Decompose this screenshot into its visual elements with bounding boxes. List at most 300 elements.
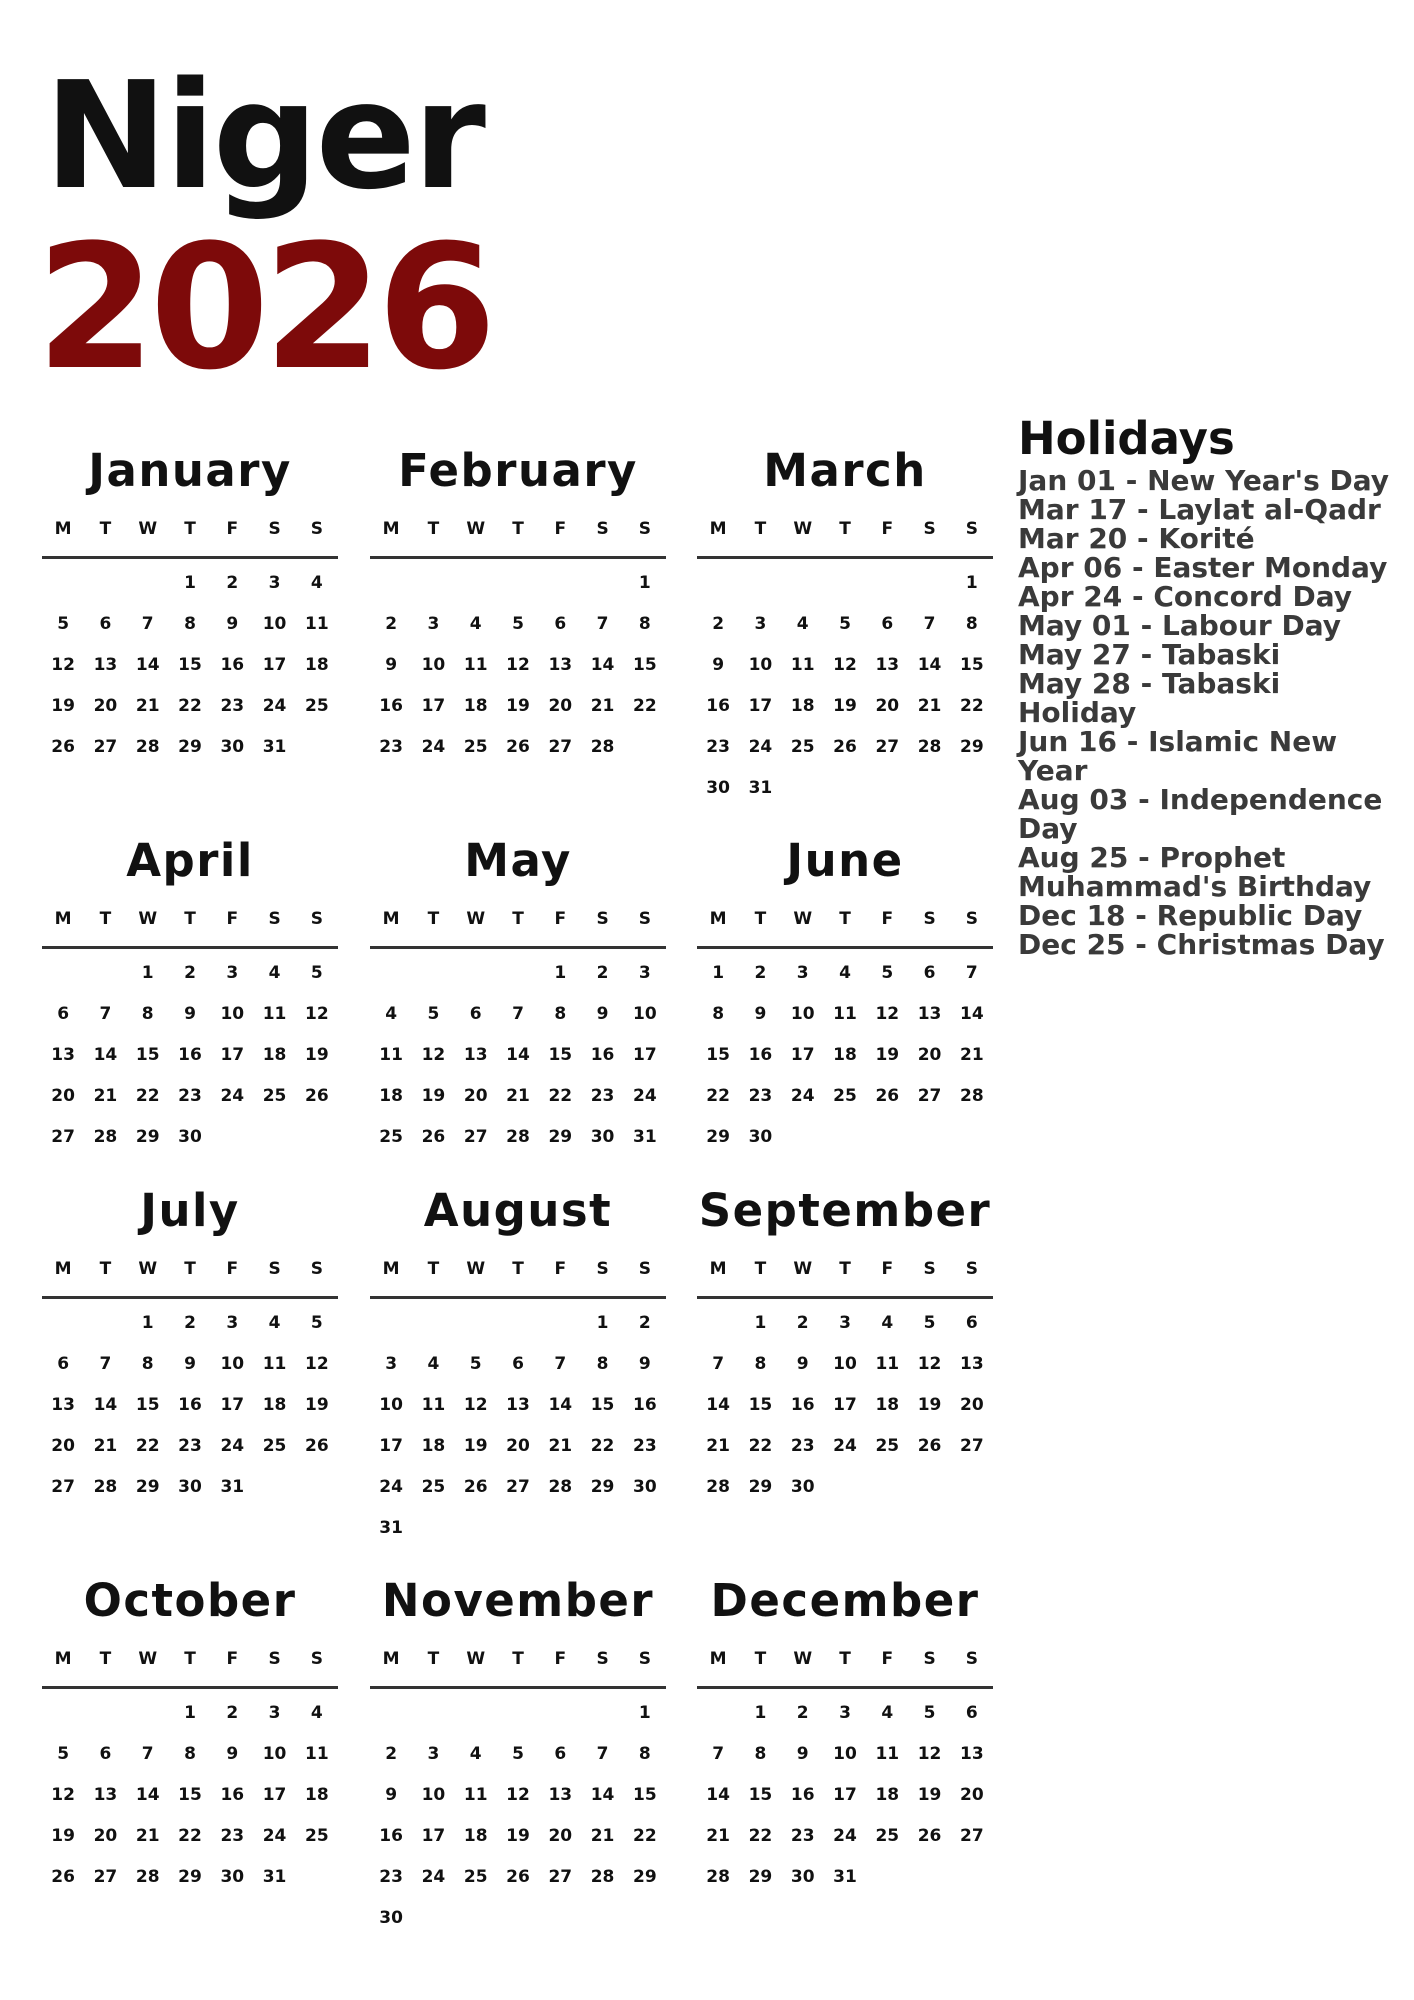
day-cell: 22 [135, 1086, 160, 1106]
weekday-label: F [554, 909, 567, 929]
month-november [370, 1570, 666, 1939]
day-cell: 12 [833, 655, 857, 675]
day-cell: 6 [99, 1744, 112, 1764]
day-cell: 27 [51, 1127, 75, 1147]
day-cell: 11 [379, 1045, 403, 1065]
day-cell: 17 [220, 1045, 245, 1065]
weekday-label: F [554, 1259, 567, 1279]
day-cell: 11 [305, 614, 329, 634]
day-blank [412, 953, 454, 994]
day-cell: 8 [141, 1354, 154, 1374]
weekday-label: W [138, 1259, 158, 1279]
weekday-label: S [310, 519, 323, 539]
day-cell: 24 [262, 1826, 287, 1846]
day-cell: 13 [93, 655, 118, 675]
day-cell: 29 [706, 1127, 730, 1147]
weekday-label: M [382, 1259, 400, 1279]
day-cell: 29 [548, 1127, 573, 1147]
day-cell: 9 [638, 1354, 651, 1374]
year-title: 2026 [36, 207, 491, 408]
day-cell: 1 [754, 1703, 767, 1723]
day-cell: 16 [706, 696, 730, 716]
day-cell: 29 [178, 1867, 202, 1887]
day-cell: 6 [554, 614, 567, 634]
day-cell: 26 [506, 737, 530, 757]
holiday-item: Aug 25 - Prophet Muhammad's Birthday [1018, 841, 1372, 903]
day-blank [455, 1303, 497, 1344]
day-cell: 27 [51, 1477, 75, 1497]
day-cell: 23 [790, 1826, 815, 1846]
weekday-label: F [881, 519, 894, 539]
weekday-label: W [466, 1649, 486, 1669]
day-cell: 11 [875, 1744, 900, 1764]
day-cell: 5 [512, 614, 524, 634]
day-blank [370, 1303, 412, 1344]
weekday-label: S [268, 519, 281, 539]
day-cell: 23 [379, 1867, 403, 1887]
day-cell: 24 [421, 737, 446, 757]
day-cell: 14 [93, 1395, 118, 1415]
day-cell: 13 [51, 1045, 75, 1065]
day-cell: 18 [833, 1045, 857, 1065]
day-cell: 15 [135, 1045, 160, 1065]
holidays-panel [1018, 414, 1398, 959]
day-cell: 16 [379, 1826, 403, 1846]
day-cell: 18 [463, 696, 488, 716]
day-cell: 2 [226, 1703, 239, 1723]
day-blank [84, 1303, 126, 1344]
weekday-header [697, 892, 993, 949]
weekday-label: M [709, 519, 727, 539]
weekday-label: T [427, 909, 440, 929]
month-march [697, 440, 993, 809]
day-cell: 29 [178, 737, 202, 757]
day-cell: 18 [463, 1826, 488, 1846]
day-cell: 6 [57, 1004, 70, 1024]
day-cell: 7 [712, 1744, 725, 1764]
weekday-label: M [54, 519, 72, 539]
month-august [370, 1180, 666, 1549]
weekday-label: F [554, 519, 567, 539]
weekday-label: T [754, 519, 767, 539]
day-cell: 20 [548, 696, 573, 716]
day-cell: 24 [220, 1086, 245, 1106]
day-cell: 21 [706, 1436, 730, 1456]
weekday-header [697, 1632, 993, 1689]
day-cell: 7 [141, 614, 154, 634]
weekday-label: F [226, 519, 239, 539]
day-cell: 17 [262, 1785, 287, 1805]
day-cell: 23 [379, 737, 403, 757]
day-cell: 19 [305, 1045, 329, 1065]
day-cell: 24 [833, 1436, 857, 1456]
day-cell: 26 [51, 1867, 75, 1887]
day-cell: 10 [262, 614, 287, 634]
day-cell: 19 [917, 1395, 942, 1415]
day-cell: 21 [590, 696, 615, 716]
weekday-label: T [512, 909, 524, 929]
day-cell: 30 [590, 1127, 615, 1147]
day-cell: 20 [93, 696, 118, 716]
holiday-item: Apr 06 - Easter Monday [1018, 551, 1388, 584]
weekday-label: S [923, 1259, 936, 1279]
day-cell: 22 [960, 696, 984, 716]
weekday-header [370, 502, 666, 559]
day-cell: 5 [57, 614, 70, 634]
day-cell: 3 [839, 1313, 851, 1333]
day-cell: 8 [754, 1354, 767, 1374]
day-cell: 31 [379, 1518, 403, 1538]
weekday-label: M [709, 1259, 727, 1279]
day-cell: 18 [379, 1086, 403, 1106]
day-cell: 6 [881, 614, 894, 634]
day-cell: 12 [51, 1785, 75, 1805]
day-blank [42, 953, 84, 994]
weekday-label: T [99, 1649, 112, 1669]
day-cell: 28 [706, 1867, 730, 1887]
day-cell: 2 [226, 573, 239, 593]
country-title: Niger [44, 50, 483, 222]
day-grid [370, 563, 666, 768]
day-cell: 17 [833, 1395, 857, 1415]
day-cell: 29 [748, 1477, 773, 1497]
day-cell: 11 [421, 1395, 446, 1415]
weekday-label: S [923, 519, 936, 539]
day-cell: 18 [262, 1045, 287, 1065]
day-cell: 17 [748, 696, 773, 716]
day-cell: 20 [875, 696, 900, 716]
day-cell: 7 [712, 1354, 725, 1374]
weekday-label: S [965, 1259, 978, 1279]
weekday-label: T [754, 909, 767, 929]
day-blank [42, 1303, 84, 1344]
day-cell: 12 [463, 1395, 488, 1415]
holiday-item: Jan 01 - New Year's Day [1018, 464, 1390, 497]
day-cell: 17 [633, 1045, 657, 1065]
day-cell: 9 [712, 655, 725, 675]
day-cell: 22 [548, 1086, 573, 1106]
day-cell: 7 [554, 1354, 567, 1374]
weekday-label: T [427, 519, 440, 539]
day-blank [497, 563, 539, 604]
month-june [697, 830, 993, 1158]
day-blank [455, 1693, 497, 1734]
day-cell: 8 [712, 1004, 725, 1024]
day-blank [539, 1303, 581, 1344]
day-blank [697, 1693, 739, 1734]
day-cell: 27 [548, 737, 573, 757]
day-cell: 15 [748, 1785, 773, 1805]
day-cell: 20 [506, 1436, 530, 1456]
day-cell: 4 [839, 963, 851, 983]
month-july [42, 1180, 338, 1508]
weekday-header [42, 892, 338, 949]
day-cell: 20 [960, 1785, 984, 1805]
day-cell: 23 [633, 1436, 657, 1456]
weekday-label: T [184, 519, 196, 539]
day-cell: 17 [220, 1395, 245, 1415]
day-cell: 3 [796, 963, 809, 983]
day-cell: 23 [220, 1826, 245, 1846]
day-cell: 1 [638, 1703, 651, 1723]
weekday-label: W [793, 909, 813, 929]
day-cell: 3 [226, 963, 239, 983]
day-cell: 3 [427, 1744, 440, 1764]
day-blank [370, 563, 412, 604]
day-cell: 22 [633, 1826, 657, 1846]
day-cell: 16 [748, 1045, 773, 1065]
day-cell: 5 [839, 614, 851, 634]
day-cell: 12 [421, 1045, 446, 1065]
day-blank [455, 563, 497, 604]
day-cell: 14 [960, 1004, 984, 1024]
day-blank [42, 1693, 84, 1734]
holiday-item: Jun 16 - Islamic New Year [1018, 725, 1338, 787]
day-blank [697, 1303, 739, 1344]
day-cell: 15 [135, 1395, 160, 1415]
day-cell: 18 [262, 1395, 287, 1415]
day-cell: 26 [506, 1867, 530, 1887]
day-blank [497, 1303, 539, 1344]
day-cell: 24 [220, 1436, 245, 1456]
month-name: November [381, 1574, 655, 1627]
day-cell: 16 [790, 1785, 815, 1805]
day-blank [824, 563, 866, 604]
day-cell: 19 [51, 1826, 75, 1846]
day-cell: 3 [638, 963, 651, 983]
day-grid [370, 1693, 666, 1939]
day-cell: 24 [633, 1086, 657, 1106]
day-cell: 4 [385, 1004, 398, 1024]
day-cell: 3 [268, 573, 281, 593]
day-grid [370, 1303, 666, 1549]
day-cell: 10 [220, 1004, 245, 1024]
weekday-label: T [839, 909, 851, 929]
day-cell: 16 [790, 1395, 815, 1415]
day-cell: 20 [960, 1395, 984, 1415]
day-cell: 3 [226, 1313, 239, 1333]
day-cell: 16 [220, 655, 245, 675]
day-cell: 5 [310, 963, 323, 983]
weekday-header [370, 892, 666, 949]
day-cell: 11 [305, 1744, 329, 1764]
weekday-header [42, 502, 338, 559]
day-cell: 17 [421, 696, 446, 716]
day-cell: 27 [875, 737, 900, 757]
month-name: October [83, 1574, 297, 1627]
day-cell: 18 [305, 1785, 329, 1805]
day-cell: 1 [554, 963, 567, 983]
day-cell: 14 [706, 1395, 730, 1415]
holiday-item: Dec 25 - Christmas Day [1018, 928, 1385, 961]
day-blank [84, 953, 126, 994]
day-cell: 4 [427, 1354, 440, 1374]
day-cell: 16 [633, 1395, 657, 1415]
weekday-label: T [184, 909, 196, 929]
day-cell: 26 [917, 1826, 942, 1846]
day-grid [697, 953, 993, 1158]
day-cell: 10 [633, 1004, 657, 1024]
day-cell: 26 [875, 1086, 900, 1106]
day-cell: 5 [512, 1744, 524, 1764]
day-cell: 1 [638, 573, 651, 593]
month-december [697, 1570, 993, 1898]
weekday-label: S [638, 1259, 651, 1279]
day-cell: 25 [379, 1127, 403, 1147]
day-cell: 8 [754, 1744, 767, 1764]
day-cell: 18 [305, 655, 329, 675]
day-cell: 24 [790, 1086, 815, 1106]
day-cell: 3 [427, 614, 440, 634]
day-cell: 24 [421, 1867, 446, 1887]
day-cell: 13 [51, 1395, 75, 1415]
day-cell: 20 [51, 1436, 75, 1456]
day-grid [697, 1693, 993, 1898]
weekday-header [42, 1632, 338, 1689]
day-cell: 1 [965, 573, 978, 593]
day-grid [370, 953, 666, 1158]
day-cell: 21 [960, 1045, 984, 1065]
weekday-label: S [268, 909, 281, 929]
day-cell: 22 [135, 1436, 160, 1456]
month-april [42, 830, 338, 1158]
day-cell: 17 [379, 1436, 403, 1456]
day-cell: 5 [469, 1354, 482, 1374]
day-cell: 2 [596, 963, 609, 983]
day-cell: 24 [379, 1477, 403, 1497]
weekday-label: F [554, 1649, 567, 1669]
month-name: May [464, 834, 572, 887]
day-cell: 13 [463, 1045, 488, 1065]
day-cell: 14 [590, 1785, 615, 1805]
month-name: April [126, 834, 254, 887]
weekday-label: S [310, 1649, 323, 1669]
day-cell: 21 [135, 1826, 160, 1846]
weekday-label: M [54, 1259, 72, 1279]
day-cell: 6 [965, 1703, 978, 1723]
day-cell: 29 [135, 1477, 160, 1497]
weekday-label: F [881, 1649, 894, 1669]
day-cell: 25 [875, 1436, 900, 1456]
day-cell: 13 [960, 1744, 984, 1764]
day-cell: 12 [305, 1004, 329, 1024]
day-cell: 6 [469, 1004, 482, 1024]
day-cell: 11 [463, 655, 488, 675]
day-cell: 20 [917, 1045, 942, 1065]
day-cell: 11 [262, 1354, 287, 1374]
day-blank [84, 1693, 126, 1734]
weekday-label: T [99, 1259, 112, 1279]
day-cell: 9 [385, 655, 398, 675]
day-cell: 25 [463, 1867, 488, 1887]
day-cell: 22 [633, 696, 657, 716]
day-cell: 30 [633, 1477, 657, 1497]
day-cell: 17 [833, 1785, 857, 1805]
day-cell: 9 [184, 1004, 196, 1024]
day-cell: 22 [178, 1826, 202, 1846]
weekday-label: T [184, 1649, 196, 1669]
day-cell: 26 [833, 737, 857, 757]
day-cell: 26 [463, 1477, 488, 1497]
day-cell: 6 [554, 1744, 567, 1764]
weekday-label: W [466, 909, 486, 929]
day-cell: 14 [135, 1785, 160, 1805]
day-cell: 3 [754, 614, 767, 634]
day-cell: 28 [93, 1127, 118, 1147]
day-cell: 8 [596, 1354, 609, 1374]
weekday-label: M [382, 909, 400, 929]
day-cell: 28 [590, 1867, 615, 1887]
day-blank [908, 563, 950, 604]
weekday-label: S [268, 1649, 281, 1669]
day-cell: 8 [184, 614, 196, 634]
day-blank [697, 563, 739, 604]
day-cell: 7 [596, 1744, 609, 1764]
day-cell: 31 [262, 737, 287, 757]
day-cell: 26 [917, 1436, 942, 1456]
day-cell: 5 [310, 1313, 323, 1333]
day-cell: 30 [790, 1867, 815, 1887]
day-cell: 28 [706, 1477, 730, 1497]
day-blank [455, 953, 497, 994]
day-cell: 21 [548, 1436, 573, 1456]
weekday-label: S [965, 909, 978, 929]
day-cell: 1 [141, 963, 154, 983]
day-cell: 14 [917, 655, 942, 675]
day-cell: 3 [385, 1354, 398, 1374]
day-cell: 28 [93, 1477, 118, 1497]
day-cell: 30 [178, 1477, 202, 1497]
day-cell: 3 [268, 1703, 281, 1723]
day-cell: 21 [93, 1086, 118, 1106]
day-cell: 12 [917, 1354, 942, 1374]
day-cell: 12 [875, 1004, 900, 1024]
month-name: December [710, 1574, 980, 1627]
day-cell: 1 [712, 963, 725, 983]
day-cell: 8 [141, 1004, 154, 1024]
weekday-label: S [310, 1259, 323, 1279]
day-cell: 27 [960, 1436, 984, 1456]
day-cell: 30 [220, 1867, 245, 1887]
day-cell: 4 [469, 614, 482, 634]
day-cell: 31 [220, 1477, 245, 1497]
day-cell: 2 [184, 963, 196, 983]
day-cell: 9 [226, 614, 239, 634]
day-cell: 31 [833, 1867, 857, 1887]
day-cell: 28 [506, 1127, 530, 1147]
day-cell: 25 [305, 696, 329, 716]
day-cell: 14 [93, 1045, 118, 1065]
day-cell: 23 [220, 696, 245, 716]
month-name: July [140, 1184, 240, 1237]
day-cell: 28 [548, 1477, 573, 1497]
day-cell: 11 [262, 1004, 287, 1024]
day-cell: 27 [548, 1867, 573, 1887]
day-grid [42, 1303, 338, 1508]
weekday-label: S [596, 909, 609, 929]
day-cell: 4 [469, 1744, 482, 1764]
day-cell: 6 [965, 1313, 978, 1333]
weekday-label: F [226, 1649, 239, 1669]
day-cell: 10 [379, 1395, 403, 1415]
day-cell: 23 [706, 737, 730, 757]
day-cell: 26 [305, 1436, 329, 1456]
day-cell: 17 [262, 655, 287, 675]
day-cell: 27 [506, 1477, 530, 1497]
day-blank [42, 563, 84, 604]
weekday-label: T [512, 1259, 524, 1279]
day-cell: 16 [178, 1045, 202, 1065]
